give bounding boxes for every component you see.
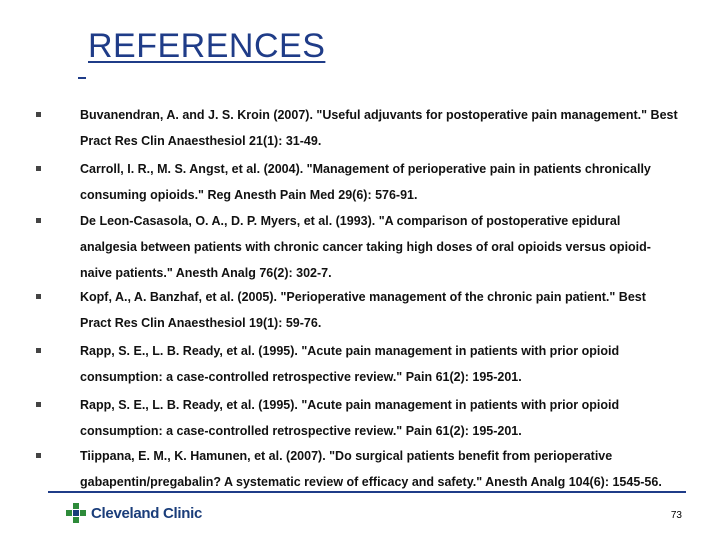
reference-text: Tiippana, E. M., K. Hamunen, et al. (2007). "Do surgical patients benefit from perioperative gabapentin/pregabalin? A systematic review of efficacy and safety." Anesth Analg 104(6): 1545-56. (80, 449, 662, 489)
square-bullet-icon (36, 348, 41, 353)
reference-text: Rapp, S. E., L. B. Ready, et al. (1995). "Acute pain management in patients with prior opioid consumption: a case-controlled retrospective review." Pain 61(2): 195-201. (80, 398, 620, 438)
reference-text: De Leon-Casasola, O. A., D. P. Myers, et al. (1993). "A comparison of postoperative epidural analgesia between patients with chronic cancer taking high doses of oral opioids versus opioid-naive patients." Anesth Analg 76(2): 302-7. (80, 214, 651, 280)
page-number: 73 (670, 510, 682, 521)
square-bullet-icon (36, 218, 41, 223)
square-bullet-icon (36, 294, 41, 299)
logo-text: Cleveland Clinic (91, 504, 203, 522)
square-bullet-icon (36, 166, 41, 171)
reference-text: Kopf, A., A. Banzhaf, et al. (2005). "Perioperative management of the chronic pain patient." Best Pract Res Clin Anaesthesiol 19(1): 59-76. (80, 290, 646, 330)
reference-text: Buvanendran, A. and J. S. Kroin (2007). "Useful adjuvants for postoperative pain management." Best Pract Res Clin Anaesthesiol 21(1): 31-49. (80, 108, 678, 148)
reference-text: Rapp, S. E., L. B. Ready, et al. (1995). "Acute pain management in patients with prior opioid consumption: a case-controlled retrospective review." Pain 61(2): 195-201. (80, 344, 620, 384)
page-title: REFERENCES (88, 27, 326, 65)
reference-text: Carroll, I. R., M. S. Angst, et al. (2004). "Management of perioperative pain in patients chronically consuming opioids." Reg Anesth Pain Med 29(6): 576-91. (80, 162, 651, 202)
footer-divider (48, 491, 686, 493)
square-bullet-icon (36, 402, 41, 407)
square-bullet-icon (36, 112, 41, 117)
cleveland-clinic-logo-icon (66, 503, 86, 523)
title-underline-tick (78, 77, 86, 79)
cleveland-clinic-logo (66, 503, 202, 523)
square-bullet-icon (36, 453, 41, 458)
